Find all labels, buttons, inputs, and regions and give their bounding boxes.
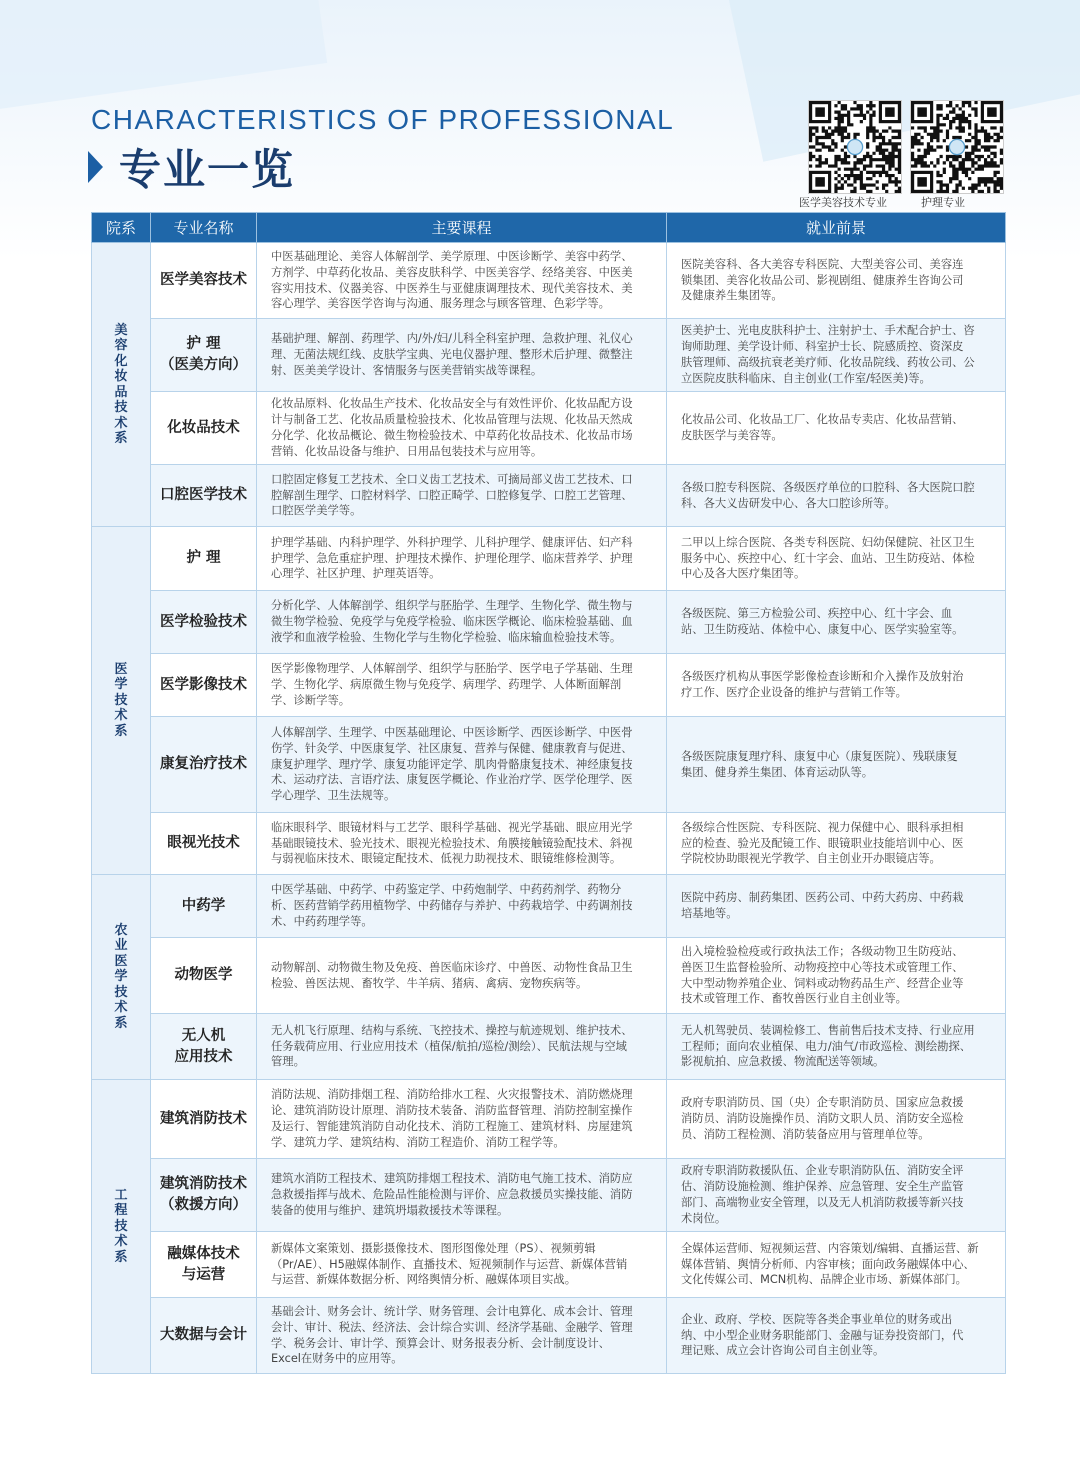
table-row bbox=[92, 465, 1006, 527]
career-line: 估、消防设施检测、维护保养、应急管理、安全生产监管 bbox=[681, 1180, 964, 1194]
career-line: 化妆品公司、化妆品工厂、化妆品专卖店、化妆品营销、 bbox=[681, 413, 964, 427]
qr-code-icon[interactable] bbox=[808, 100, 902, 194]
careers-cell bbox=[667, 717, 1006, 813]
courses-cell bbox=[257, 938, 667, 1014]
career-line: 集团、健身养生集团、体育运动队等。 bbox=[681, 765, 874, 779]
course-line: 无人机飞行原理、结构与系统、飞控技术、操控与航迹规划、维护技术、 bbox=[271, 1023, 633, 1037]
column-header: 院系 bbox=[92, 213, 151, 243]
career-line: 出入境检验检疫或行政执法工作；各级动物卫生防疫站、 bbox=[681, 944, 964, 958]
career-line: 企业、政府、学校、医院等各类企事业单位的财务或出 bbox=[681, 1312, 953, 1326]
course-line: 基础护理、解剖、药理学、内/外/妇/儿科全科室护理、急救护理、礼仪心 bbox=[271, 332, 633, 346]
course-line: 新媒体文案策划、摄影摄像技术、图形图像处理（PS）、视频剪辑 bbox=[271, 1241, 596, 1255]
courses-cell bbox=[257, 1080, 667, 1159]
course-line: 中医基础理论、美容人体解剖学、美学原理、中医诊断学、美容中药学、 bbox=[271, 249, 633, 263]
course-line: （Pr/AE）、H5融媒体制作、直播技术、短视频制作与运营、新媒体营销 bbox=[271, 1257, 628, 1271]
major-name-cell bbox=[151, 527, 257, 591]
course-line: 伤学、针灸学、中医康复学、社区康复、营养与保健、健康教育与促进、 bbox=[271, 741, 633, 755]
table-row bbox=[92, 591, 1006, 654]
department-cell bbox=[92, 875, 151, 1080]
careers-cell bbox=[667, 392, 1006, 465]
course-line: 与弱视临床技术、眼镜定配技术、低视力助视技术、眼镜维修检测等。 bbox=[271, 852, 622, 866]
course-line: 消防法规、消防排烟工程、消防给排水工程、火灾报警技术、消防燃烧理 bbox=[271, 1088, 633, 1102]
course-line: 论、建筑消防设计原理、消防技术装备、消防监督管理、消防控制室操作 bbox=[271, 1104, 633, 1118]
major-name: （救援方向） bbox=[160, 1197, 247, 1213]
course-line: 医学影像物理学、人体解剖学、组织学与胚胎学、医学电子学基础、生理 bbox=[271, 662, 633, 676]
course-line: 腔解剖生理学、口腔材料学、口腔正畸学、口腔修复学、口腔工艺管理、 bbox=[271, 488, 633, 502]
major-name-cell bbox=[151, 875, 257, 938]
courses-cell bbox=[257, 813, 667, 875]
department-cell bbox=[92, 527, 151, 875]
english-title: CHARACTERISTICS OF PROFESSIONAL bbox=[91, 104, 675, 135]
major-name: 护 理 bbox=[186, 336, 221, 352]
careers-cell bbox=[667, 1159, 1006, 1232]
major-name: 无人机 bbox=[181, 1027, 226, 1044]
major-name-cell bbox=[151, 938, 257, 1014]
career-line: 询师助理、美学设计师、科室护士长、院感质控、资深皮 bbox=[681, 340, 964, 354]
course-line: 液学和血液学检验、生物化学与生物化学检验、临床输血检验技术等。 bbox=[271, 630, 622, 644]
course-line: 基础会计、财务会计、统计学、财务管理、会计电算化、成本会计、管理 bbox=[271, 1304, 633, 1318]
table-row bbox=[92, 1014, 1006, 1080]
major-name-cell bbox=[151, 319, 257, 392]
table-header-row bbox=[92, 213, 1006, 243]
career-line: 立医院皮肤科临床、自主创业(工作室/轻医美)等。 bbox=[681, 371, 931, 385]
course-line: 学、生物化学、病原微生物与免疫学、病理学、药理学、人体断面解剖 bbox=[271, 678, 622, 692]
major-name-cell bbox=[151, 1014, 257, 1080]
major-name: 融媒体技术 bbox=[167, 1245, 240, 1262]
career-line: 部门、高端物业安全管理，以及无人机消防救援等新兴技 bbox=[681, 1196, 964, 1209]
department-cell bbox=[92, 243, 151, 527]
career-line: 医院中药房、制药集团、医药公司、中药大药房、中药栽 bbox=[681, 891, 964, 905]
course-line: 容心理学、美容医学咨询与沟通、服务理念与顾客管理、色彩学等。 bbox=[271, 297, 610, 311]
qr-code-icon[interactable] bbox=[910, 100, 1004, 194]
major-name: 与运营 bbox=[181, 1266, 226, 1283]
courses-cell bbox=[257, 1298, 667, 1374]
career-line: 各级医疗机构从事医学影像检查诊断和介入操作及放射治 bbox=[681, 670, 964, 684]
major-name: 化妆品技术 bbox=[167, 419, 240, 436]
course-line: 理、无菌法规红线、皮肤学宝典、光电仪器护理、整形术后护理、微整注 bbox=[271, 348, 633, 362]
career-line: 科、各大义齿研发中心、各大口腔诊所等。 bbox=[681, 496, 896, 510]
career-line: 消防员、消防设施操作员、消防文职人员、消防安全巡检 bbox=[681, 1112, 964, 1126]
course-line: 基础眼镜技术、验光技术、眼视光检验技术、角膜接触镜验配技术、斜视 bbox=[271, 836, 633, 850]
course-line: 动物解剖、动物微生物及免疫、兽医临床诊疗、中兽医、动物性食品卫生 bbox=[271, 960, 633, 974]
careers-cell bbox=[667, 591, 1006, 654]
course-line: 心理学、社区护理、护理英语等。 bbox=[271, 567, 441, 581]
courses-cell bbox=[257, 717, 667, 813]
course-line: 学心理学、卫生法规等。 bbox=[271, 789, 396, 803]
major-name: （医美方向） bbox=[160, 357, 247, 373]
course-line: 口腔固定修复工艺技术、全口义齿工艺技术、可摘局部义齿工艺技术、口 bbox=[271, 472, 633, 486]
careers-cell bbox=[667, 875, 1006, 938]
courses-cell bbox=[257, 654, 667, 717]
career-line: 各级口腔专科医院、各级医疗单位的口腔科、各大医院口腔 bbox=[681, 480, 975, 494]
chinese-title-wrap bbox=[88, 140, 295, 194]
career-line: 医院美容科、各大美容专科医院、大型美容公司、美容连 bbox=[681, 257, 964, 271]
course-line: 分化学、化妆品概论、微生物检验技术、中草药化妆品技术、化妆品市场 bbox=[271, 429, 633, 442]
course-line: 护理学、急危重症护理、护理技术操作、护理伦理学、临床营养学、护理 bbox=[271, 551, 633, 565]
career-line: 培基地等。 bbox=[681, 907, 738, 920]
careers-cell bbox=[667, 465, 1006, 527]
career-line: 文化传媒公司、MCN机构、品牌企业市场、新媒体部门。 bbox=[681, 1273, 967, 1287]
major-name-cell bbox=[151, 717, 257, 813]
page-title: 专业一览 bbox=[119, 145, 296, 194]
table-row bbox=[92, 243, 1006, 319]
majors-table bbox=[91, 212, 1006, 1374]
career-line: 工程师；面向农业植保、电力/油气/市政巡检、测绘勘探、 bbox=[681, 1039, 972, 1053]
course-line: 术、中药药理学等。 bbox=[271, 914, 373, 928]
table-row bbox=[92, 813, 1006, 875]
course-line: 临床眼科学、眼镜材料与工艺学、眼科学基础、视光学基础、眼应用光学 bbox=[271, 820, 633, 834]
career-line: 站、卫生防疫站、体检中心、康复中心、医学实验室等。 bbox=[681, 623, 964, 636]
column-header: 专业名称 bbox=[151, 213, 257, 243]
career-line: 理记账、成立会计咨询公司自主创业等。 bbox=[681, 1344, 885, 1358]
major-name-cell bbox=[151, 1298, 257, 1374]
table-row bbox=[92, 875, 1006, 938]
major-name-cell bbox=[151, 813, 257, 875]
careers-cell bbox=[667, 319, 1006, 392]
career-line: 媒体营销、舆情分析师、内容审核；面向政务融媒体中心、 bbox=[681, 1257, 975, 1271]
course-line: 射、医美美学设计、客情服务与医美营销实战等课程。 bbox=[271, 363, 543, 377]
career-line: 各级医院、第三方检验公司、疾控中心、红十字会、血 bbox=[681, 607, 953, 621]
department-cell bbox=[92, 1080, 151, 1374]
major-name-cell bbox=[151, 392, 257, 465]
major-name: 医学美容技术 bbox=[160, 272, 247, 288]
table-row bbox=[92, 1080, 1006, 1159]
course-line: 检验、兽医法规、畜牧学、牛羊病、猪病、禽病、宠物疾病等。 bbox=[271, 976, 588, 990]
course-line: 护理学基础、内科护理学、外科护理学、儿科护理学、健康评估、妇产科 bbox=[271, 535, 633, 549]
career-line: 锁集团、美容化妆品公司、影视剧组、健康养生咨询公司 bbox=[681, 273, 964, 287]
major-name: 眼视光技术 bbox=[167, 835, 240, 851]
major-name-cell bbox=[151, 1080, 257, 1159]
major-name: 建筑消防技术 bbox=[160, 1176, 247, 1192]
careers-cell bbox=[667, 1080, 1006, 1159]
course-line: 学、税务会计、审计学、预算会计、财务报表分析、会计制度设计、 bbox=[271, 1336, 610, 1350]
major-name-cell bbox=[151, 654, 257, 717]
major-name: 建筑消防技术 bbox=[160, 1110, 247, 1127]
course-line: 及运行、智能建筑消防自动化技术、消防工程施工、建筑材料、房屋建筑 bbox=[271, 1120, 633, 1133]
course-line: 计与制备工艺、化妆品质量检验技术、化妆品管理与法规、化妆品天然成 bbox=[271, 413, 633, 427]
table-row bbox=[92, 1298, 1006, 1374]
courses-cell bbox=[257, 465, 667, 527]
major-name: 中药学 bbox=[181, 897, 226, 914]
major-name: 大数据与会计 bbox=[160, 1327, 247, 1343]
major-name-cell bbox=[151, 1232, 257, 1298]
course-line: 化妆品原料、化妆品生产技术、化妆品安全与有效性评价、化妆品配方设 bbox=[271, 397, 633, 411]
major-name: 康复治疗技术 bbox=[160, 756, 247, 772]
major-name: 应用技术 bbox=[174, 1048, 233, 1065]
careers-cell bbox=[667, 1232, 1006, 1298]
major-name-cell bbox=[151, 1159, 257, 1232]
careers-cell bbox=[667, 1298, 1006, 1374]
table-row bbox=[92, 527, 1006, 591]
courses-cell bbox=[257, 319, 667, 392]
table-row bbox=[92, 1232, 1006, 1298]
table-row bbox=[92, 717, 1006, 813]
table-row bbox=[92, 1159, 1006, 1232]
career-line: 术岗位。 bbox=[681, 1211, 727, 1225]
career-line: 员、消防工程检测、消防装备应用与管理单位等。 bbox=[681, 1127, 930, 1141]
table-row bbox=[92, 938, 1006, 1014]
course-line: 任务载荷应用、行业应用技术（植保/航拍/巡检/测绘）、民航法规与空域 bbox=[271, 1039, 627, 1053]
department-name: 工程技术系 bbox=[114, 1187, 128, 1265]
qr-label: 医学美容技术专业 bbox=[799, 196, 887, 209]
career-line: 影视航拍、应急救援、物流配送等领域。 bbox=[681, 1055, 885, 1069]
department-name: 农业医学技术系 bbox=[114, 922, 128, 1031]
major-name-cell bbox=[151, 591, 257, 654]
career-line: 政府专职消防员、国（央）企专职消防员、国家应急救援 bbox=[681, 1096, 964, 1110]
careers-cell bbox=[667, 1014, 1006, 1080]
course-line: Excel在财务中的应用等。 bbox=[271, 1352, 403, 1366]
career-line: 学院校协助眼视光学教学、自主创业开办眼镜店等。 bbox=[681, 852, 941, 866]
column-header: 就业前景 bbox=[667, 213, 1006, 243]
courses-cell bbox=[257, 243, 667, 319]
career-line: 全媒体运营师、短视频运营、内容策划/编辑、直播运营、新 bbox=[681, 1241, 979, 1255]
career-line: 中心及各大医疗集团等。 bbox=[681, 567, 806, 581]
careers-cell bbox=[667, 243, 1006, 319]
careers-cell bbox=[667, 938, 1006, 1014]
course-line: 分析化学、人体解剖学、组织学与胚胎学、生理学、生物化学、微生物与 bbox=[271, 599, 633, 613]
career-line: 应的检查、验光及配镜工作、眼镜职业技能培训中心、医 bbox=[681, 836, 964, 850]
courses-cell bbox=[257, 1159, 667, 1232]
course-line: 学、建筑力学、建筑结构、消防工程造价、消防工程学等。 bbox=[271, 1135, 565, 1149]
courses-cell bbox=[257, 527, 667, 591]
major-name: 护 理 bbox=[186, 550, 221, 566]
career-line: 及健康养生集团等。 bbox=[681, 289, 783, 303]
career-line: 疗工作、医疗企业设备的维护与营销工作等。 bbox=[681, 686, 907, 699]
career-line: 政府专职消防救援队伍、企业专职消防队伍、消防安全评 bbox=[681, 1164, 964, 1178]
course-line: 建筑水消防工程技术、建筑防排烟工程技术、消防电气施工技术、消防应 bbox=[271, 1172, 633, 1186]
course-line: 急救援指挥与战术、危险品性能检测与评价、应急救援员实操技能、消防 bbox=[271, 1188, 633, 1202]
qr-label: 护理专业 bbox=[921, 196, 965, 209]
course-line: 与运营、新媒体数据分析、网络舆情分析、融媒体项目实战。 bbox=[271, 1273, 577, 1287]
major-name-cell bbox=[151, 243, 257, 319]
careers-cell bbox=[667, 813, 1006, 875]
career-line: 纳、中小型企业财务职能部门、金融与证券投资部门，代 bbox=[681, 1328, 964, 1342]
column-header: 主要课程 bbox=[257, 213, 667, 243]
course-line: 管理。 bbox=[271, 1055, 305, 1069]
triangle-arrow-icon bbox=[88, 151, 103, 183]
career-line: 技术或管理工作、畜牧兽医行业自主创业等。 bbox=[681, 992, 907, 1006]
career-line: 服务中心、疾控中心、红十字会、血站、卫生防疫站、体检 bbox=[681, 551, 975, 565]
course-line: 微生物学检验、免疫学与免疫学检验、临床医学概论、临床检验基础、血 bbox=[271, 615, 633, 629]
table-row bbox=[92, 392, 1006, 465]
course-line: 中医学基础、中药学、中药鉴定学、中药炮制学、中药药剂学、药物分 bbox=[271, 883, 622, 897]
course-line: 装备的使用与维护、建筑坍塌救援技术等课程。 bbox=[271, 1203, 509, 1217]
courses-cell bbox=[257, 1232, 667, 1298]
department-name: 医学技术系 bbox=[114, 661, 128, 739]
course-line: 容实用技术、仪器美容、中医养生与亚健康调理技术、现代美容技术、美 bbox=[271, 281, 633, 295]
courses-cell bbox=[257, 392, 667, 465]
course-line: 人体解剖学、生理学、中医基础理论、中医诊断学、西医诊断学、中医骨 bbox=[271, 726, 633, 739]
table-row bbox=[92, 654, 1006, 717]
career-line: 大中型动物养殖企业、饲料或动物药品生产、经营企业等 bbox=[681, 976, 964, 990]
major-name: 医学影像技术 bbox=[160, 676, 247, 693]
courses-cell bbox=[257, 875, 667, 938]
course-line: 学、诊断学等。 bbox=[271, 693, 351, 707]
course-line: 术、运动疗法、言语疗法、康复医学概论、作业治疗学、医学伦理学、医 bbox=[271, 773, 633, 787]
career-line: 肤管理师、高级抗衰老美疗师、化妆品院线、药妆公司、公 bbox=[681, 356, 975, 369]
careers-cell bbox=[667, 654, 1006, 717]
career-line: 二甲以上综合医院、各类专科医院、妇幼保健院、社区卫生 bbox=[681, 535, 975, 549]
career-line: 兽医卫生监督检验所、动物疫控中心等技术或管理工作、 bbox=[681, 960, 964, 974]
career-line: 各级医院康复理疗科、康复中心（康复医院）、残联康复 bbox=[681, 749, 958, 763]
career-line: 皮肤医学与美容等。 bbox=[681, 429, 783, 442]
course-line: 方剂学、中草药化妆品、美容皮肤科学、中医美容学、经络美容、中医美 bbox=[271, 265, 633, 279]
department-name: 美容化妆品技术系 bbox=[114, 322, 128, 446]
course-line: 口腔医学美学等。 bbox=[271, 504, 362, 518]
courses-cell bbox=[257, 591, 667, 654]
course-line: 康复护理学、理疗学、康复功能评定学、肌肉骨骼康复技术、神经康复技 bbox=[271, 757, 633, 771]
courses-cell bbox=[257, 1014, 667, 1080]
career-line: 医美护士、光电皮肤科护士、注射护士、手术配合护士、咨 bbox=[681, 324, 975, 338]
major-name-cell bbox=[151, 465, 257, 527]
course-line: 营销、化妆品设备与维护、日用品包装技术与应用等。 bbox=[271, 444, 543, 458]
major-name: 口腔医学技术 bbox=[160, 487, 247, 503]
course-line: 析、医药营销学药用植物学、中药储存与养护、中药栽培学、中药调剂技 bbox=[271, 899, 633, 913]
major-name: 医学检验技术 bbox=[160, 613, 247, 630]
table-row bbox=[92, 319, 1006, 392]
careers-cell bbox=[667, 527, 1006, 591]
major-name: 动物医学 bbox=[174, 967, 233, 983]
course-line: 会计、审计、税法、经济法、会计综合实训、经济学基础、金融学、管理 bbox=[271, 1320, 633, 1334]
career-line: 无人机驾驶员、装调检修工、售前售后技术支持、行业应用 bbox=[681, 1023, 975, 1037]
career-line: 各级综合性医院、专科医院、视力保健中心、眼科承担相 bbox=[681, 820, 964, 834]
